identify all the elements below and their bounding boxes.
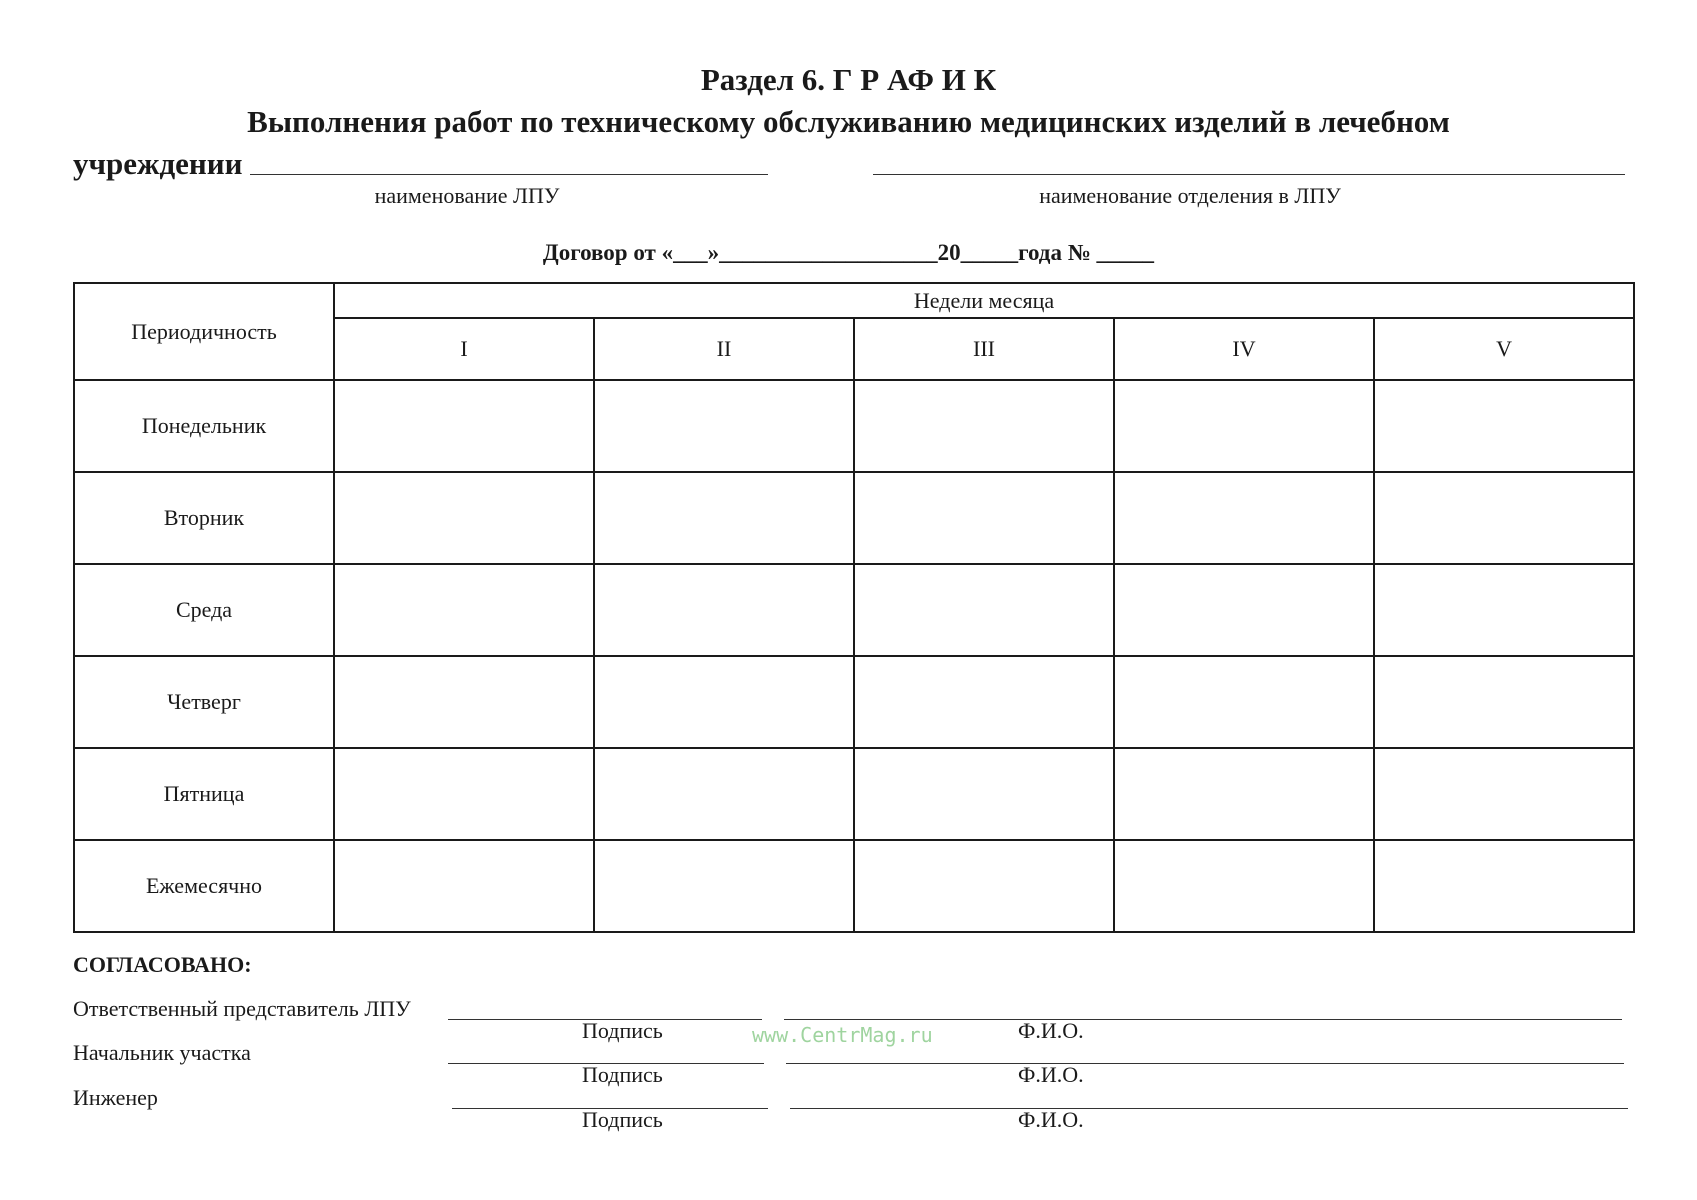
table-row — [74, 380, 1634, 472]
week-header: II — [594, 318, 854, 380]
schedule-cell[interactable] — [1114, 472, 1374, 564]
full-name-caption: Ф.И.О. — [1018, 1062, 1084, 1087]
signature-caption: Подпись — [582, 1018, 663, 1043]
schedule-cell[interactable] — [854, 748, 1114, 840]
signer-label: Инженер — [73, 1085, 158, 1110]
schedule-cell[interactable] — [854, 840, 1114, 932]
schedule-cell[interactable] — [854, 380, 1114, 472]
schedule-cell[interactable] — [1374, 840, 1634, 932]
week-header: I — [334, 318, 594, 380]
table-row — [74, 472, 1634, 564]
schedule-cell[interactable] — [1114, 656, 1374, 748]
schedule-cell[interactable] — [1374, 748, 1634, 840]
full-name-field[interactable] — [786, 1063, 1624, 1064]
schedule-cell[interactable] — [1374, 564, 1634, 656]
row-label: Пятница — [74, 748, 334, 840]
approval-title: СОГЛАСОВАНО: — [73, 952, 252, 977]
schedule-cell[interactable] — [854, 472, 1114, 564]
weeks-group-header: Недели месяца — [334, 283, 1634, 318]
table-row — [74, 564, 1634, 656]
schedule-cell[interactable] — [1114, 840, 1374, 932]
schedule-cell[interactable] — [594, 748, 854, 840]
schedule-cell[interactable] — [854, 656, 1114, 748]
schedule-cell[interactable] — [594, 840, 854, 932]
schedule-cell[interactable] — [334, 840, 594, 932]
document-subtitle: Выполнения работ по техническому обслуживанию медицинских изделий в лечебном — [247, 104, 1450, 139]
schedule-cell[interactable] — [594, 656, 854, 748]
schedule-cell[interactable] — [854, 564, 1114, 656]
table-row — [74, 656, 1634, 748]
signature-caption: Подпись — [582, 1062, 663, 1087]
schedule-cell[interactable] — [1374, 656, 1634, 748]
row-label: Среда — [74, 564, 334, 656]
institution-label: учреждении — [73, 146, 243, 181]
schedule-cell[interactable] — [334, 656, 594, 748]
row-label: Вторник — [74, 472, 334, 564]
lpu-caption: наименование ЛПУ — [374, 183, 560, 208]
periodicity-header: Периодичность — [74, 283, 334, 380]
signer-label: Ответственный представитель ЛПУ — [73, 996, 411, 1021]
schedule-cell[interactable] — [1114, 748, 1374, 840]
schedule-cell[interactable] — [1374, 472, 1634, 564]
schedule-cell[interactable] — [1114, 380, 1374, 472]
watermark: www.CentrMag.ru — [752, 1023, 933, 1047]
full-name-caption: Ф.И.О. — [1018, 1018, 1084, 1043]
section-title: Раздел 6. Г Р АФ И К — [700, 62, 997, 97]
signer-label: Начальник участка — [73, 1040, 251, 1065]
full-name-field[interactable] — [790, 1108, 1628, 1109]
row-label: Четверг — [74, 656, 334, 748]
schedule-cell[interactable] — [594, 472, 854, 564]
schedule-cell[interactable] — [334, 472, 594, 564]
full-name-field[interactable] — [784, 1019, 1622, 1020]
schedule-cell[interactable] — [1114, 564, 1374, 656]
schedule-table — [73, 282, 1635, 933]
week-header: IV — [1114, 318, 1374, 380]
week-header: III — [854, 318, 1114, 380]
schedule-cell[interactable] — [594, 380, 854, 472]
department-name-field[interactable] — [873, 174, 1625, 175]
department-caption: наименование отделения в ЛПУ — [1039, 183, 1341, 208]
lpu-name-field[interactable] — [250, 174, 768, 175]
row-label: Ежемесячно — [74, 840, 334, 932]
row-label: Понедельник — [74, 380, 334, 472]
schedule-cell[interactable] — [334, 748, 594, 840]
schedule-cell[interactable] — [334, 564, 594, 656]
schedule-cell[interactable] — [334, 380, 594, 472]
week-header: V — [1374, 318, 1634, 380]
schedule-cell[interactable] — [594, 564, 854, 656]
table-row — [74, 748, 1634, 840]
schedule-cell[interactable] — [1374, 380, 1634, 472]
table-row — [74, 840, 1634, 932]
signature-caption: Подпись — [582, 1107, 663, 1132]
full-name-caption: Ф.И.О. — [1018, 1107, 1084, 1132]
contract-line: Договор от «___»___________________20_____года № _____ — [542, 240, 1155, 265]
